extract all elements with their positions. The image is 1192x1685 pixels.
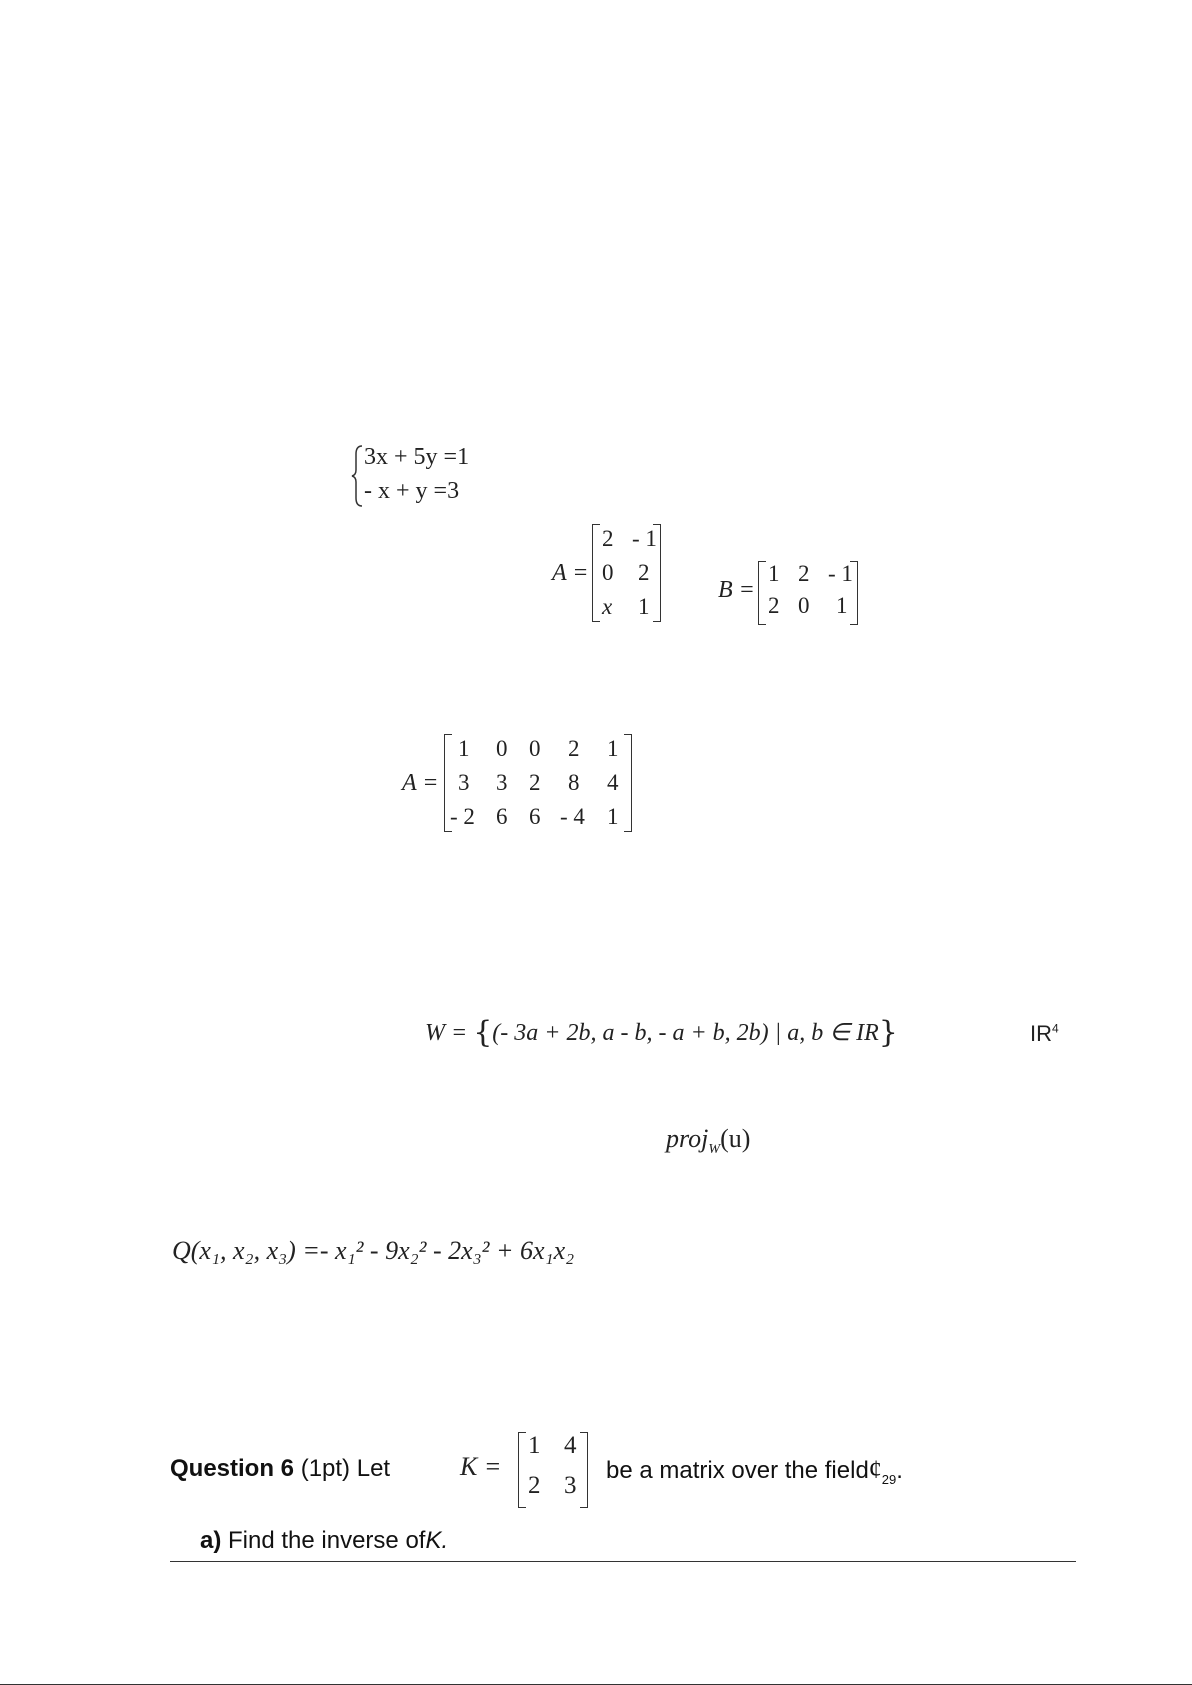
matrix-cell: 0 [602, 560, 614, 585]
matrix-a-3x5 [402, 730, 642, 835]
matrix-cell: 0 [496, 736, 508, 761]
question-tail-text: be a matrix over the field [606, 1457, 869, 1484]
matrix-cell: 2 [798, 561, 810, 586]
proj-text: proj [666, 1124, 709, 1153]
question-6-tail [606, 1455, 903, 1487]
matrix-cell: 2 [602, 526, 614, 551]
matrix-cell: - 2 [450, 804, 475, 829]
question-6-line [170, 1455, 390, 1483]
matrix-cell: 6 [496, 804, 508, 829]
matrix-cell: 2 [528, 1472, 541, 1499]
part-a-var: K. [425, 1527, 449, 1554]
matrix-label: K = [460, 1452, 502, 1481]
space-exponent: 4 [1052, 1021, 1059, 1036]
equation-2: - x + y =3 [364, 478, 460, 504]
matrix-cell: 1 [528, 1432, 541, 1459]
matrix-cell: - 4 [560, 804, 585, 829]
projection-expression [666, 1124, 750, 1158]
matrix-cell: 2 [768, 593, 780, 618]
matrix-cell: 8 [568, 770, 580, 795]
matrix-cell: 1 [768, 561, 780, 586]
subspace-body: (- 3a + 2b, a - b, - a + b, 2b) | a, b ∈ IR [492, 1020, 879, 1046]
matrix-cell: 1 [607, 804, 619, 829]
left-brace-icon [350, 444, 364, 508]
subspace-lhs: W = [425, 1020, 468, 1046]
matrix-a-3x2 [552, 520, 672, 625]
right-bracket [850, 561, 858, 625]
question-6-part-a [200, 1527, 448, 1555]
proj-subscript: W [708, 1142, 721, 1158]
open-brace: { [473, 1015, 493, 1050]
matrix-label: A = [402, 770, 439, 796]
matrix-b-2x3 [718, 557, 868, 627]
matrix-cell: 1 [836, 593, 848, 618]
matrix-cell: 6 [529, 804, 541, 829]
matrix-cell: 2 [568, 736, 580, 761]
matrix-label: A = [552, 560, 589, 586]
left-bracket [518, 1432, 526, 1508]
matrix-cell: 1 [607, 736, 619, 761]
part-a-text: Find the inverse of [228, 1527, 426, 1554]
left-bracket [592, 524, 600, 622]
section-divider [170, 1561, 1076, 1562]
matrix-cell: - 1 [632, 526, 657, 551]
field-subscript: 29 [881, 1471, 897, 1487]
matrix-cell: 3 [458, 770, 470, 795]
space-symbol: IR [1030, 1021, 1052, 1046]
left-bracket [758, 561, 766, 625]
matrix-cell: - 1 [828, 561, 853, 586]
question-title: Question 6 [170, 1455, 295, 1482]
subspace-definition [425, 1015, 898, 1050]
matrix-cell: x [602, 594, 613, 619]
equation-1: 3x + 5y =1 [364, 444, 470, 470]
question-period: . [896, 1457, 903, 1484]
proj-argument: (u) [720, 1124, 751, 1153]
field-symbol: ¢ [868, 1455, 882, 1484]
close-brace: } [878, 1015, 898, 1050]
matrix-cell: 0 [798, 593, 810, 618]
matrix-label: B = [718, 577, 755, 603]
question-points: (1pt) Let [300, 1455, 391, 1482]
part-a-label: a) [200, 1527, 222, 1554]
right-bracket [653, 524, 661, 622]
matrix-cell: 0 [529, 736, 541, 761]
right-bracket [624, 734, 632, 832]
matrix-cell: 1 [458, 736, 470, 761]
matrix-cell: 3 [564, 1472, 577, 1499]
matrix-cell: 4 [564, 1432, 577, 1459]
matrix-cell: 1 [638, 594, 650, 619]
quadratic-form: Q(x₁, x₂, x₃) =- x₁² - 9x₂² - 2x₃² + 6x₁x₂ [172, 1236, 575, 1265]
matrix-cell: 4 [607, 770, 619, 795]
matrix-cell: 2 [529, 770, 541, 795]
matrix-cell: 2 [638, 560, 650, 585]
right-bracket [580, 1432, 588, 1508]
matrix-cell: 3 [496, 770, 508, 795]
vector-space-label [1030, 1021, 1059, 1047]
matrix-k [460, 1430, 590, 1510]
